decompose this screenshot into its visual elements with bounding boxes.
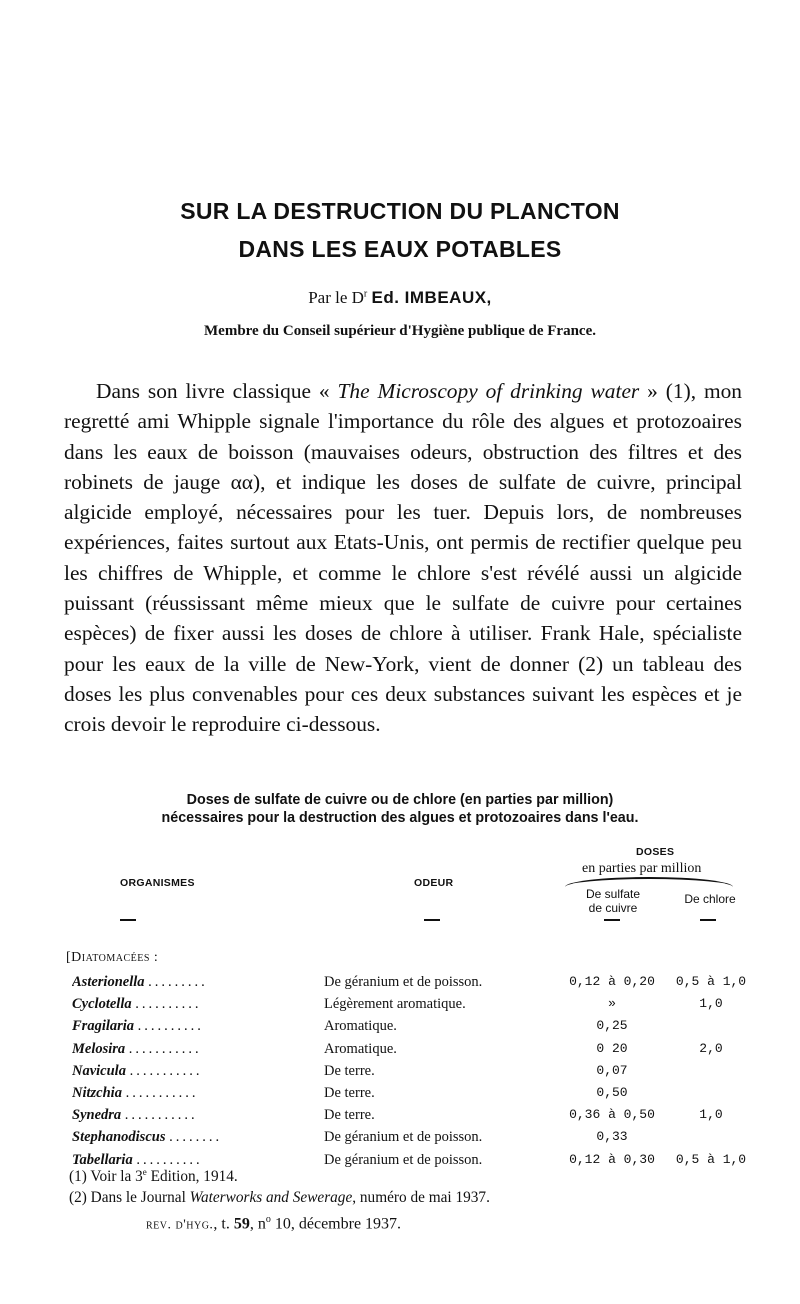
organism-name (72, 1129, 306, 1146)
sulfate-dose-cell: 0,25 (596, 1018, 628, 1034)
organism-label: Fragilaria (72, 1018, 135, 1035)
footnote-1-rest: Edition, 1914. (146, 1168, 238, 1186)
header-doses: DOSES (636, 846, 675, 858)
leader-dots: .......... (137, 1018, 204, 1035)
odeur-cell: Aromatique. (324, 1040, 397, 1057)
organism-label: Melosira (72, 1040, 126, 1057)
footnote-2-journal: Waterworks and Sewerage (189, 1189, 353, 1206)
footnote-1-text: (1) Voir la 3 (69, 1168, 143, 1186)
organism-label: Asterionella (72, 974, 145, 990)
title-line-1: SUR LA DESTRUCTION DU PLANCTON (180, 198, 620, 224)
organism-name (72, 1085, 306, 1102)
reference-no-label: , n (249, 1215, 266, 1233)
leader-dots: ......... (148, 974, 208, 990)
book-title: The Microscopy of drinking water (337, 379, 640, 403)
odeur-cell: Légèrement aromatique. (324, 996, 466, 1013)
reference-volume: 59 (233, 1215, 250, 1233)
sulfate-dose-cell: 0,12 à 0,30 (569, 1151, 655, 1167)
header-sulfate (561, 887, 665, 915)
table-row (0, 1063, 800, 1085)
chlore-dose-cell: 2,0 (699, 1040, 723, 1056)
body-rest: » (1), mon regretté ami Whipple signale l'importance du rôle des algues et protozoaires dans les eaux de boisson (mauvaises odeurs, obstruction des filtres et des robinets de jauge αα), et indique les doses de sulfate de cuivre, principal algicide employé, nécessaires pour les tuer. Depuis lors, de nombreuses expériences, faites surtout aux Etats-Unis, ont permis de rectifier quelque peu les chiffres de Whipple, et comme le chlore s'est révélé aussi un algicide puissant (réussissant même mieux que le sulfate de cuivre pour certaines espèces) de fixer aussi les doses de chlore à utiliser. Frank Hale, spécialiste pour les eaux de la ville de New-York, vient de donner (2) un tableau des doses les plus convenables pour ces deux substances suivant les espèces et je crois devoir le reproduire ci-dessous. (64, 379, 742, 737)
reference-journal: rev. d'hyg. (146, 1217, 214, 1233)
header-brace (565, 877, 733, 887)
sulfate-dose-cell: » (608, 996, 616, 1012)
column-dash-chlore (700, 919, 716, 921)
odeur-cell: De géranium et de poisson. (324, 1151, 483, 1168)
sulfate-dose-cell: 0,33 (596, 1129, 628, 1145)
chlore-dose-cell: 0,5 à 1,0 (675, 974, 747, 989)
author-affiliation: Membre du Conseil supérieur d'Hygiène publique de France. (204, 323, 596, 339)
odeur-cell: De terre. (324, 1085, 375, 1101)
footnote-1 (69, 1167, 238, 1186)
leader-dots: ........... (129, 1062, 203, 1079)
organism-name (72, 1018, 306, 1035)
column-dash-sulfate (604, 919, 620, 921)
chlore-dose-cell: 1,0 (699, 1107, 723, 1123)
organism-name (72, 974, 306, 991)
author-name: Ed. IMBEAUX, (371, 288, 492, 307)
organism-label: Stephanodiscus (72, 1129, 166, 1146)
title-line-2: DANS LES EAUX POTABLES (238, 236, 562, 262)
organism-label: Tabellaria (72, 1151, 133, 1168)
reference-no-sup: o (265, 1214, 271, 1225)
header-chlore: De chlore (684, 892, 736, 906)
header-organismes: ORGANISMES (120, 877, 195, 889)
footnote-2-text: (2) Dans le Journal (69, 1189, 190, 1206)
body-start: Dans son livre classique « (96, 379, 338, 403)
byline-prefix: Par le D (308, 288, 364, 307)
leader-dots: ........ (169, 1129, 223, 1146)
organism-name (72, 996, 306, 1013)
leader-dots: ........... (125, 1085, 199, 1101)
journal-reference (146, 1214, 401, 1233)
odeur-cell: Aromatique. (324, 1018, 397, 1035)
leader-dots: ........... (124, 1107, 198, 1124)
column-dash-organismes (120, 919, 136, 921)
chlore-dose-cell: 1,0 (699, 996, 723, 1012)
sulfate-dose-cell: 0,07 (596, 1062, 628, 1078)
sulfate-dose-cell: 0,36 à 0,50 (569, 1107, 655, 1123)
reference-t-label: , t. (213, 1215, 234, 1233)
organism-name (72, 1041, 306, 1058)
group-label: [Diatomacées : (66, 950, 159, 965)
odeur-cell: De géranium et de poisson. (324, 974, 483, 990)
byline-sup: r (363, 288, 368, 300)
table-row (0, 1129, 800, 1151)
header-parts-per-million: en parties par million (582, 861, 702, 876)
sulfate-dose-cell: 0,12 à 0,20 (569, 974, 655, 989)
table-row (0, 1041, 800, 1063)
odeur-cell: De terre. (324, 1107, 375, 1124)
table-row (0, 1018, 800, 1040)
organism-label: Nitzchia (72, 1085, 122, 1101)
header-odeur: ODEUR (414, 877, 454, 889)
organism-name (72, 1063, 306, 1080)
organism-label: Synedra (72, 1107, 122, 1124)
sulfate-dose-cell: 0 20 (596, 1040, 628, 1056)
sulfate-dose-cell: 0,50 (596, 1085, 628, 1100)
column-dash-odeur (424, 919, 440, 921)
footnote-1-sup: e (142, 1167, 147, 1177)
table-row (0, 996, 800, 1018)
organism-label: Navicula (72, 1062, 126, 1079)
footnote-2 (69, 1189, 490, 1207)
table-caption-line-2: nécessaires pour la destruction des algues et protozoaires dans l'eau. (161, 810, 639, 826)
header-sulfate-line-1: De sulfate (585, 887, 641, 901)
table-row (0, 974, 800, 996)
byline (0, 288, 800, 308)
odeur-cell: De géranium et de poisson. (324, 1129, 483, 1146)
leader-dots: .......... (136, 1151, 203, 1168)
table-row (0, 1085, 800, 1107)
table-caption-line-1: Doses de sulfate de cuivre ou de chlore (en parties par million) (186, 792, 614, 808)
body-paragraph (64, 376, 742, 740)
header-sulfate-line-2: de cuivre (588, 901, 638, 915)
leader-dots: ........... (128, 1040, 202, 1057)
chlore-dose-cell: 0,5 à 1,0 (675, 1151, 747, 1167)
organism-label: Cyclotella (72, 996, 132, 1013)
table-row (0, 1107, 800, 1129)
footnote-2-rest: , numéro de mai 1937. (352, 1189, 490, 1206)
leader-dots: .......... (135, 996, 202, 1013)
organism-name (72, 1107, 306, 1124)
reference-rest: 10, décembre 1937. (270, 1215, 402, 1233)
odeur-cell: De terre. (324, 1062, 375, 1079)
